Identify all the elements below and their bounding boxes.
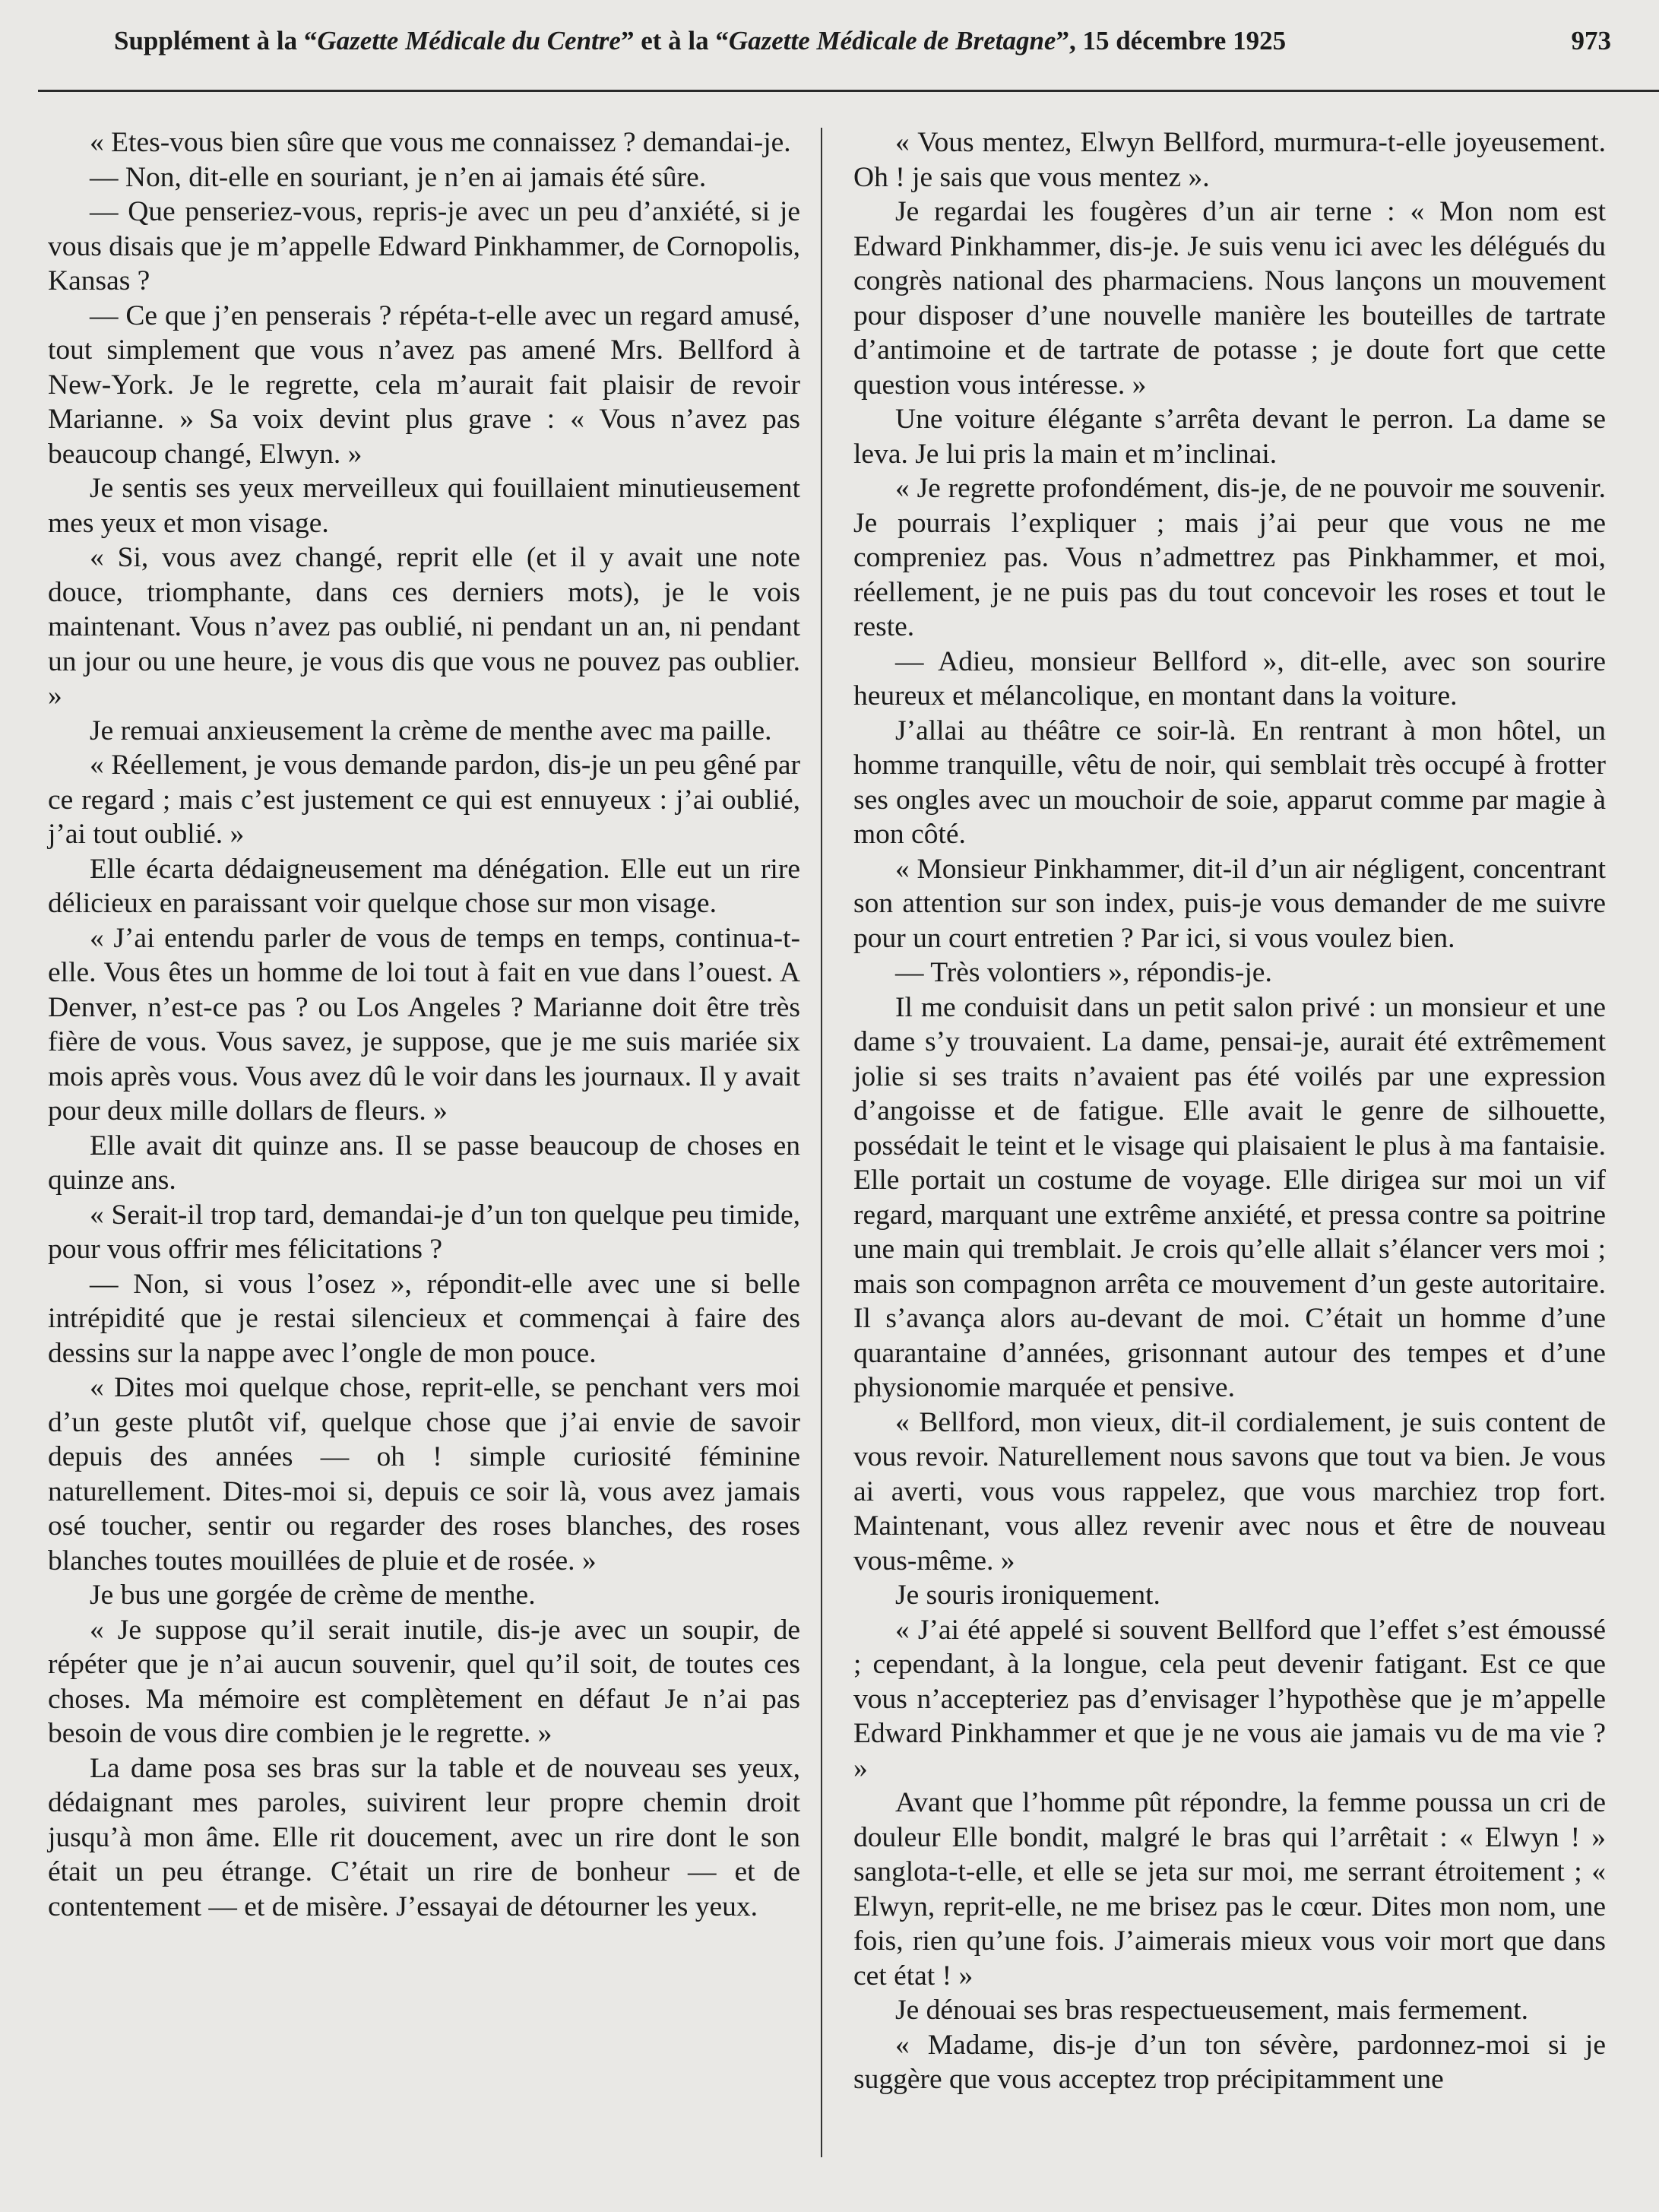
paragraph: « Je suppose qu’il serait inutile, dis-je avec un soupir, de répéter que je n’ai aucun souvenir, quel qu’il soit, de toutes ces choses. Ma mémoire est complètement en défaut Je n’ai pas besoin de vous dire combien je le regrette. » (48, 1614, 800, 1749)
paragraph: Je bus une gorgée de crème de menthe. (90, 1580, 536, 1611)
paragraph: — Adieu, monsieur Bellford », dit-elle, avec son sourire heureux et mélancolique, en montant dans la voiture. (853, 645, 1606, 711)
paragraph: La dame posa ses bras sur la table et de nouveau ses yeux, dédaignant mes paroles, suivirent leur propre chemin droit jusqu’à mon âme. Elle rit doucement, avec un rire dont le son était un peu étrange. C’était un rire de bonheur — et de contentement — et de misère. J’essayai de détourner les yeux. (48, 1752, 800, 1922)
header-rule (38, 90, 1659, 92)
journal-name-centre: Gazette Médicale du Centre (317, 26, 621, 55)
paragraph: « Serait-il trop tard, demandai-je d’un ton quelque peu timide, pour vous offrir mes félicitations ? (48, 1199, 800, 1265)
paragraph: Je remuai anxieusement la crème de menthe avec ma paille. (90, 715, 772, 746)
paragraph: — Non, si vous l’osez », répondit-elle avec une si belle intrépidité que je restai silencieux et commençai à faire des dessins sur la nappe avec l’ongle de mon pouce. (48, 1268, 800, 1369)
paragraph: Je souris ironiquement. (895, 1580, 1160, 1611)
paragraph: Une voiture élégante s’arrêta devant le perron. La dame se leva. Je lui pris la main et m’inclinai. (853, 404, 1606, 470)
paragraph: « J’ai été appelé si souvent Bellford que l’effet s’est émoussé ; cependant, à la longue, cela peut devenir fatigant. Est ce que vous n’accepteriez pas d’envisager l’hypothèse que je m’appelle Edward Pinkhammer et que je ne vous aie jamais vu de ma vie ? » (853, 1614, 1606, 1784)
paragraph: « Si, vous avez changé, reprit elle (et il y avait une note douce, triomphante, dans ces derniers mots), je le vois maintenant. Vous n’avez pas oublié, ni pendant un an, ni pendant un jour ou une heure, je vous dis que vous ne pouvez pas oublier. » (48, 542, 800, 711)
page-number: 973 (1571, 26, 1611, 55)
column-divider (821, 128, 822, 2157)
right-column (853, 125, 1606, 2097)
paragraph: — Non, dit-elle en souriant, je n’en ai jamais été sûre. (90, 161, 707, 193)
paragraph: Je dénouai ses bras respectueusement, mais fermement. (895, 1995, 1529, 2026)
paragraph: « Monsieur Pinkhammer, dit-il d’un air négligent, concentrant son attention sur son index, puis-je vous demander de me suivre pour un court entretien ? Par ici, si vous voulez bien. (853, 853, 1606, 954)
paragraph: « Vous mentez, Elwyn Bellford, murmura-t-elle joyeusement. Oh ! je sais que vous mentez ». (853, 127, 1606, 193)
paragraph: — Très volontiers », répondis-je. (895, 957, 1272, 988)
paragraph: « Réellement, je vous demande pardon, dis-je un peu gêné par ce regard ; mais c’est justement ce qui est ennuyeux : j’ai oublié, j’ai tout oublié. » (48, 749, 800, 850)
paragraph: Il me conduisit dans un petit salon privé : un monsieur et une dame s’y trouvaient. La dame, pensai-je, aurait été extrêmement jolie si ses traits n’avaient pas été voilés par une expression d’angoisse et de fatigue. Elle avait le genre de silhouette, possédait le teint et le visage qui plaisaient le plus à ma fantaisie. Elle portait un costume de voyage. Elle dirigea sur moi un vif regard, marquant une extrême anxiété, et pressa contre sa poitrine une main qui tremblait. Je crois qu’elle allait s’élancer vers moi ; mais son compagnon arrêta ce mouvement d’un geste autoritaire. Il s’avança alors au-devant de moi. C’était un homme d’une quarantaine d’années, grisonnant autour des tempes et d’une physionomie marquée et pensive. (853, 991, 1606, 1403)
paragraph: « Dites moi quelque chose, reprit-elle, se penchant vers moi d’un geste plutôt vif, quelque chose que j’ai envie de savoir depuis des années — oh ! simple curiosité féminine naturellement. Dites-moi si, depuis ce soir là, vous avez jamais osé toucher, sentir ou regarder des roses blanches, des roses blanches toutes mouillées de pluie et de rosée. » (48, 1372, 800, 1577)
paragraph: « Je regrette profondément, dis-je, de ne pouvoir me souvenir. Je pourrais l’expliquer ; mais j’ai peur que vous ne me compreniez pas. Vous n’admettrez pas Pinkhammer, et moi, réellement, je ne puis pas du tout concevoir les roses et tout le reste. (853, 473, 1606, 642)
paragraph: Je sentis ses yeux merveilleux qui fouillaient minutieusement mes yeux et mon visage. (48, 473, 800, 539)
paragraph: Elle écarta dédaigneusement ma dénégation. Elle eut un rire délicieux en paraissant voir quelque chose sur mon visage. (48, 853, 800, 919)
header-title: Supplément à la “Gazette Médicale du Centre” et à la “Gazette Médicale de Bretagne”, 15 décembre 1925 (114, 26, 1287, 55)
paragraph: « Bellford, mon vieux, dit-il cordialement, je suis content de vous revoir. Naturellement nous savons que tout va bien. Je vous ai averti, vous vous rappelez, que vous marchiez trop fort. Maintenant, vous allez revenir avec nous et être de nouveau vous-même. » (853, 1406, 1606, 1577)
running-header (114, 26, 1611, 71)
paragraph: « J’ai entendu parler de vous de temps en temps, continua-t-elle. Vous êtes un homme de loi tout à fait en vue dans l’ouest. A Denver, n’est-ce pas ? ou Los Angeles ? Marianne doit être très fière de vous. Vous savez, je suppose, que je me suis mariée six mois après vous. Vous avez dû le voir dans les journaux. Il y avait pour deux mille dollars de fleurs. » (48, 922, 800, 1127)
left-column (48, 125, 800, 1924)
paragraph: Elle avait dit quinze ans. Il se passe beaucoup de choses en quinze ans. (48, 1130, 800, 1196)
paragraph: Je regardai les fougères d’un air terne : « Mon nom est Edward Pinkhammer, dis-je. Je suis venu ici avec les délégués du congrès national des pharmaciens. Nous lançons un mouvement pour disposer d’une nouvelle manière les bouteilles de tartrate d’antimoine et de tartrate de potasse ; je doute fort que cette question vous intéresse. » (853, 196, 1606, 401)
paragraph: — Que penseriez-vous, repris-je avec un peu d’anxiété, si je vous disais que je m’appelle Edward Pinkhammer, de Cornopolis, Kansas ? (48, 196, 800, 296)
paragraph: — Ce que j’en penserais ? répéta-t-elle avec un regard amusé, tout simplement que vous n’avez pas amené Mrs. Bellford à New-York. Je le regrette, cela m’aurait fait plaisir de revoir Marianne. » Sa voix devint plus grave : « Vous n’avez pas beaucoup changé, Elwyn. » (48, 299, 800, 470)
paragraph: « Etes-vous bien sûre que vous me connaissez ? demandai-je. (90, 127, 791, 158)
paragraph: « Madame, dis-je d’un ton sévère, pardonnez-moi si je suggère que vous acceptez trop précipitamment une (853, 2029, 1606, 2095)
journal-name-bretagne: Gazette Médicale de Bretagne (728, 26, 1056, 55)
paragraph: J’allai au théâtre ce soir-là. En rentrant à mon hôtel, un homme tranquille, vêtu de noir, qui semblait très occupé à frotter ses ongles avec un mouchoir de soie, apparut comme par magie à mon côté. (853, 715, 1606, 850)
paragraph: Avant que l’homme pût répondre, la femme poussa un cri de douleur Elle bondit, malgré le bras qui l’arrêtait : « Elwyn ! » sanglota-t-elle, et elle se jeta sur moi, me serrant étroitement ; « Elwyn, reprit-elle, ne me brisez pas le cœur. Dites mon nom, une fois, rien qu’une fois. J’aimerais mieux vous voir mort que dans cet état ! » (853, 1787, 1606, 1992)
